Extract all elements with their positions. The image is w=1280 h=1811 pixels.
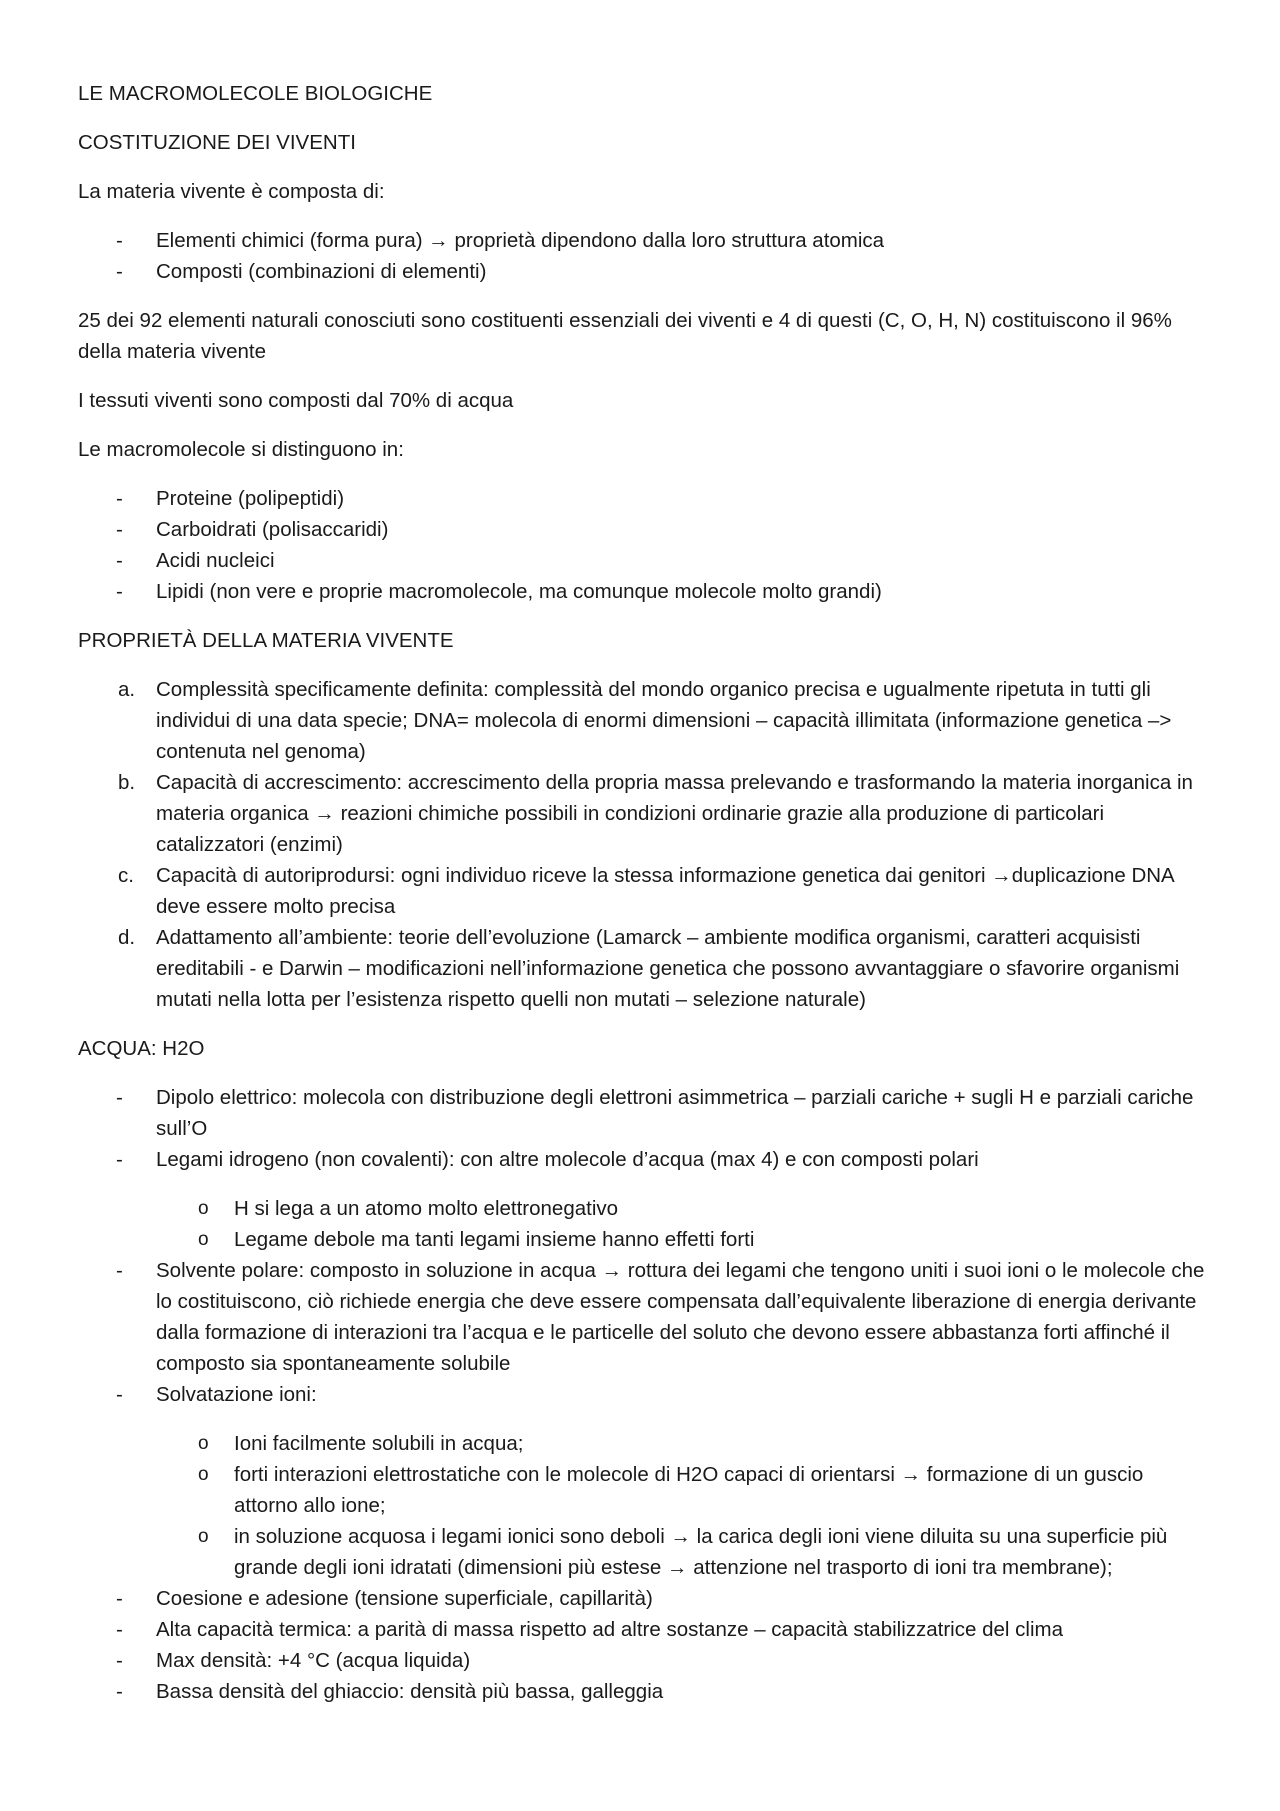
legami-sublist (78, 1193, 1208, 1255)
dash-marker: - (116, 487, 123, 510)
dash-marker: - (116, 549, 123, 572)
document-title: LE MACROMOLECOLE BIOLOGICHE (78, 82, 433, 105)
list-item: - Carboidrati (polisaccaridi) (78, 514, 1208, 545)
sublist-item: o Legame debole ma tanti legami insieme hanno effetti forti (78, 1224, 1208, 1255)
costituzione-paragraph-water: I tessuti viventi sono composti dal 70% di acqua (78, 389, 514, 412)
alpha-marker: a. (118, 678, 136, 701)
alpha-marker: b. (118, 771, 136, 794)
heading-acqua: ACQUA: H2O (78, 1037, 205, 1060)
macromolecole-list (78, 483, 1208, 607)
sublist-item: o Ioni facilmente solubili in acqua; (78, 1428, 1208, 1459)
dash-marker: - (116, 1259, 123, 1282)
circle-marker: o (198, 1464, 209, 1485)
list-item: - Acidi nucleici (78, 545, 1208, 576)
list-item: - Dipolo elettrico: molecola con distribuzione degli elettroni asimmetrica – parziali cariche + sugli H e parziali cariche sull’O (78, 1082, 1208, 1144)
dash-marker: - (116, 1649, 123, 1672)
acqua-list (78, 1082, 1208, 1175)
alpha-marker: d. (118, 926, 136, 949)
sublist-item: o H si lega a un atomo molto elettronegativo (78, 1193, 1208, 1224)
list-item: - Lipidi (non vere e proprie macromolecole, ma comunque molecole molto grandi) (78, 576, 1208, 607)
circle-marker: o (198, 1198, 209, 1219)
list-item: b. Capacità di accrescimento: accrescimento della propria massa prelevando e trasformando la materia inorganica in materia organica → reazioni chimiche possibili in condizioni ordinarie grazie alla produzione di particolari catalizzatori (enzimi) (78, 767, 1208, 860)
list-item: - Coesione e adesione (tensione superficiale, capillarità) (78, 1583, 1208, 1614)
list-item: c. Capacità di autoriprodursi: ogni individuo riceve la stessa informazione genetica dai genitori →duplicazione DNA deve essere molto precisa (78, 860, 1208, 922)
list-item: - Proteine (polipeptidi) (78, 483, 1208, 514)
list-item: - Composti (combinazioni di elementi) (78, 256, 1208, 287)
circle-marker: o (198, 1229, 209, 1250)
alpha-marker: c. (118, 864, 134, 887)
dash-marker: - (116, 1680, 123, 1703)
list-item: - Solvente polare: composto in soluzione in acqua → rottura dei legami che tengono uniti i suoi ioni o le molecole che lo costituiscono, ciò richiede energia che deve essere compensata dall’equivalente liberazione di energia derivante dalla formazione di interazioni tra l’acqua e le particelle del soluto che devono essere abbastanza forti affinché il composto sia spontaneamente solubile (78, 1255, 1208, 1379)
list-item: d. Adattamento all’ambiente: teorie dell’evoluzione (Lamarck – ambiente modifica organismi, caratteri acquisisti ereditabili - e Darwin – modificazioni nell’informazione genetica che possono avvantaggiare o sfavorire organismi mutati nella lotta per l’esistenza rispetto quelli non mutati – selezione naturale) (78, 922, 1208, 1015)
macromolecole-intro: Le macromolecole si distinguono in: (78, 438, 404, 461)
dash-marker: - (116, 580, 123, 603)
list-item: a. Complessità specificamente definita: complessità del mondo organico precisa e ugualmente ripetuta in tutti gli individui di una data specie; DNA= molecola di enormi dimensioni – capacità illimitata (informazione genetica –> contenuta nel genoma) (78, 674, 1208, 767)
solvatazione-sublist (78, 1428, 1208, 1583)
acqua-list-continued (78, 1255, 1208, 1410)
list-item: - Legami idrogeno (non covalenti): con altre molecole d’acqua (max 4) e con composti polari (78, 1144, 1208, 1175)
list-item: - Bassa densità del ghiaccio: densità più bassa, galleggia (78, 1676, 1208, 1707)
dash-marker: - (116, 1383, 123, 1406)
dash-marker: - (116, 260, 123, 283)
dash-marker: - (116, 1086, 123, 1109)
proprieta-list (78, 674, 1208, 1015)
document-body (78, 78, 1208, 1725)
list-item: - Elementi chimici (forma pura) → proprietà dipendono dalla loro struttura atomica (78, 225, 1208, 256)
costituzione-list (78, 225, 1208, 287)
list-item: - Max densità: +4 °C (acqua liquida) (78, 1645, 1208, 1676)
dash-marker: - (116, 1618, 123, 1641)
dash-marker: - (116, 1148, 123, 1171)
dash-marker: - (116, 229, 123, 252)
heading-proprieta: PROPRIETÀ DELLA MATERIA VIVENTE (78, 629, 454, 652)
circle-marker: o (198, 1526, 209, 1547)
costituzione-paragraph-elements: 25 dei 92 elementi naturali conosciuti sono costituenti essenziali dei viventi e 4 di questi (C, O, H, N) costituiscono il 96% della materia vivente (78, 309, 1172, 363)
list-item: - Solvatazione ioni: (78, 1379, 1208, 1410)
dash-marker: - (116, 1587, 123, 1610)
list-item: - Alta capacità termica: a parità di massa rispetto ad altre sostanze – capacità stabilizzatrice del clima (78, 1614, 1208, 1645)
circle-marker: o (198, 1433, 209, 1454)
costituzione-intro: La materia vivente è composta di: (78, 180, 385, 203)
dash-marker: - (116, 518, 123, 541)
sublist-item: o in soluzione acquosa i legami ionici sono deboli → la carica degli ioni viene diluita su una superficie più grande degli ioni idratati (dimensioni più estese → attenzione nel trasporto di ioni tra membrane); (78, 1521, 1208, 1583)
sublist-item: o forti interazioni elettrostatiche con le molecole di H2O capaci di orientarsi → formazione di un guscio attorno allo ione; (78, 1459, 1208, 1521)
acqua-list-end (78, 1583, 1208, 1707)
heading-costituzione: COSTITUZIONE DEI VIVENTI (78, 131, 356, 154)
